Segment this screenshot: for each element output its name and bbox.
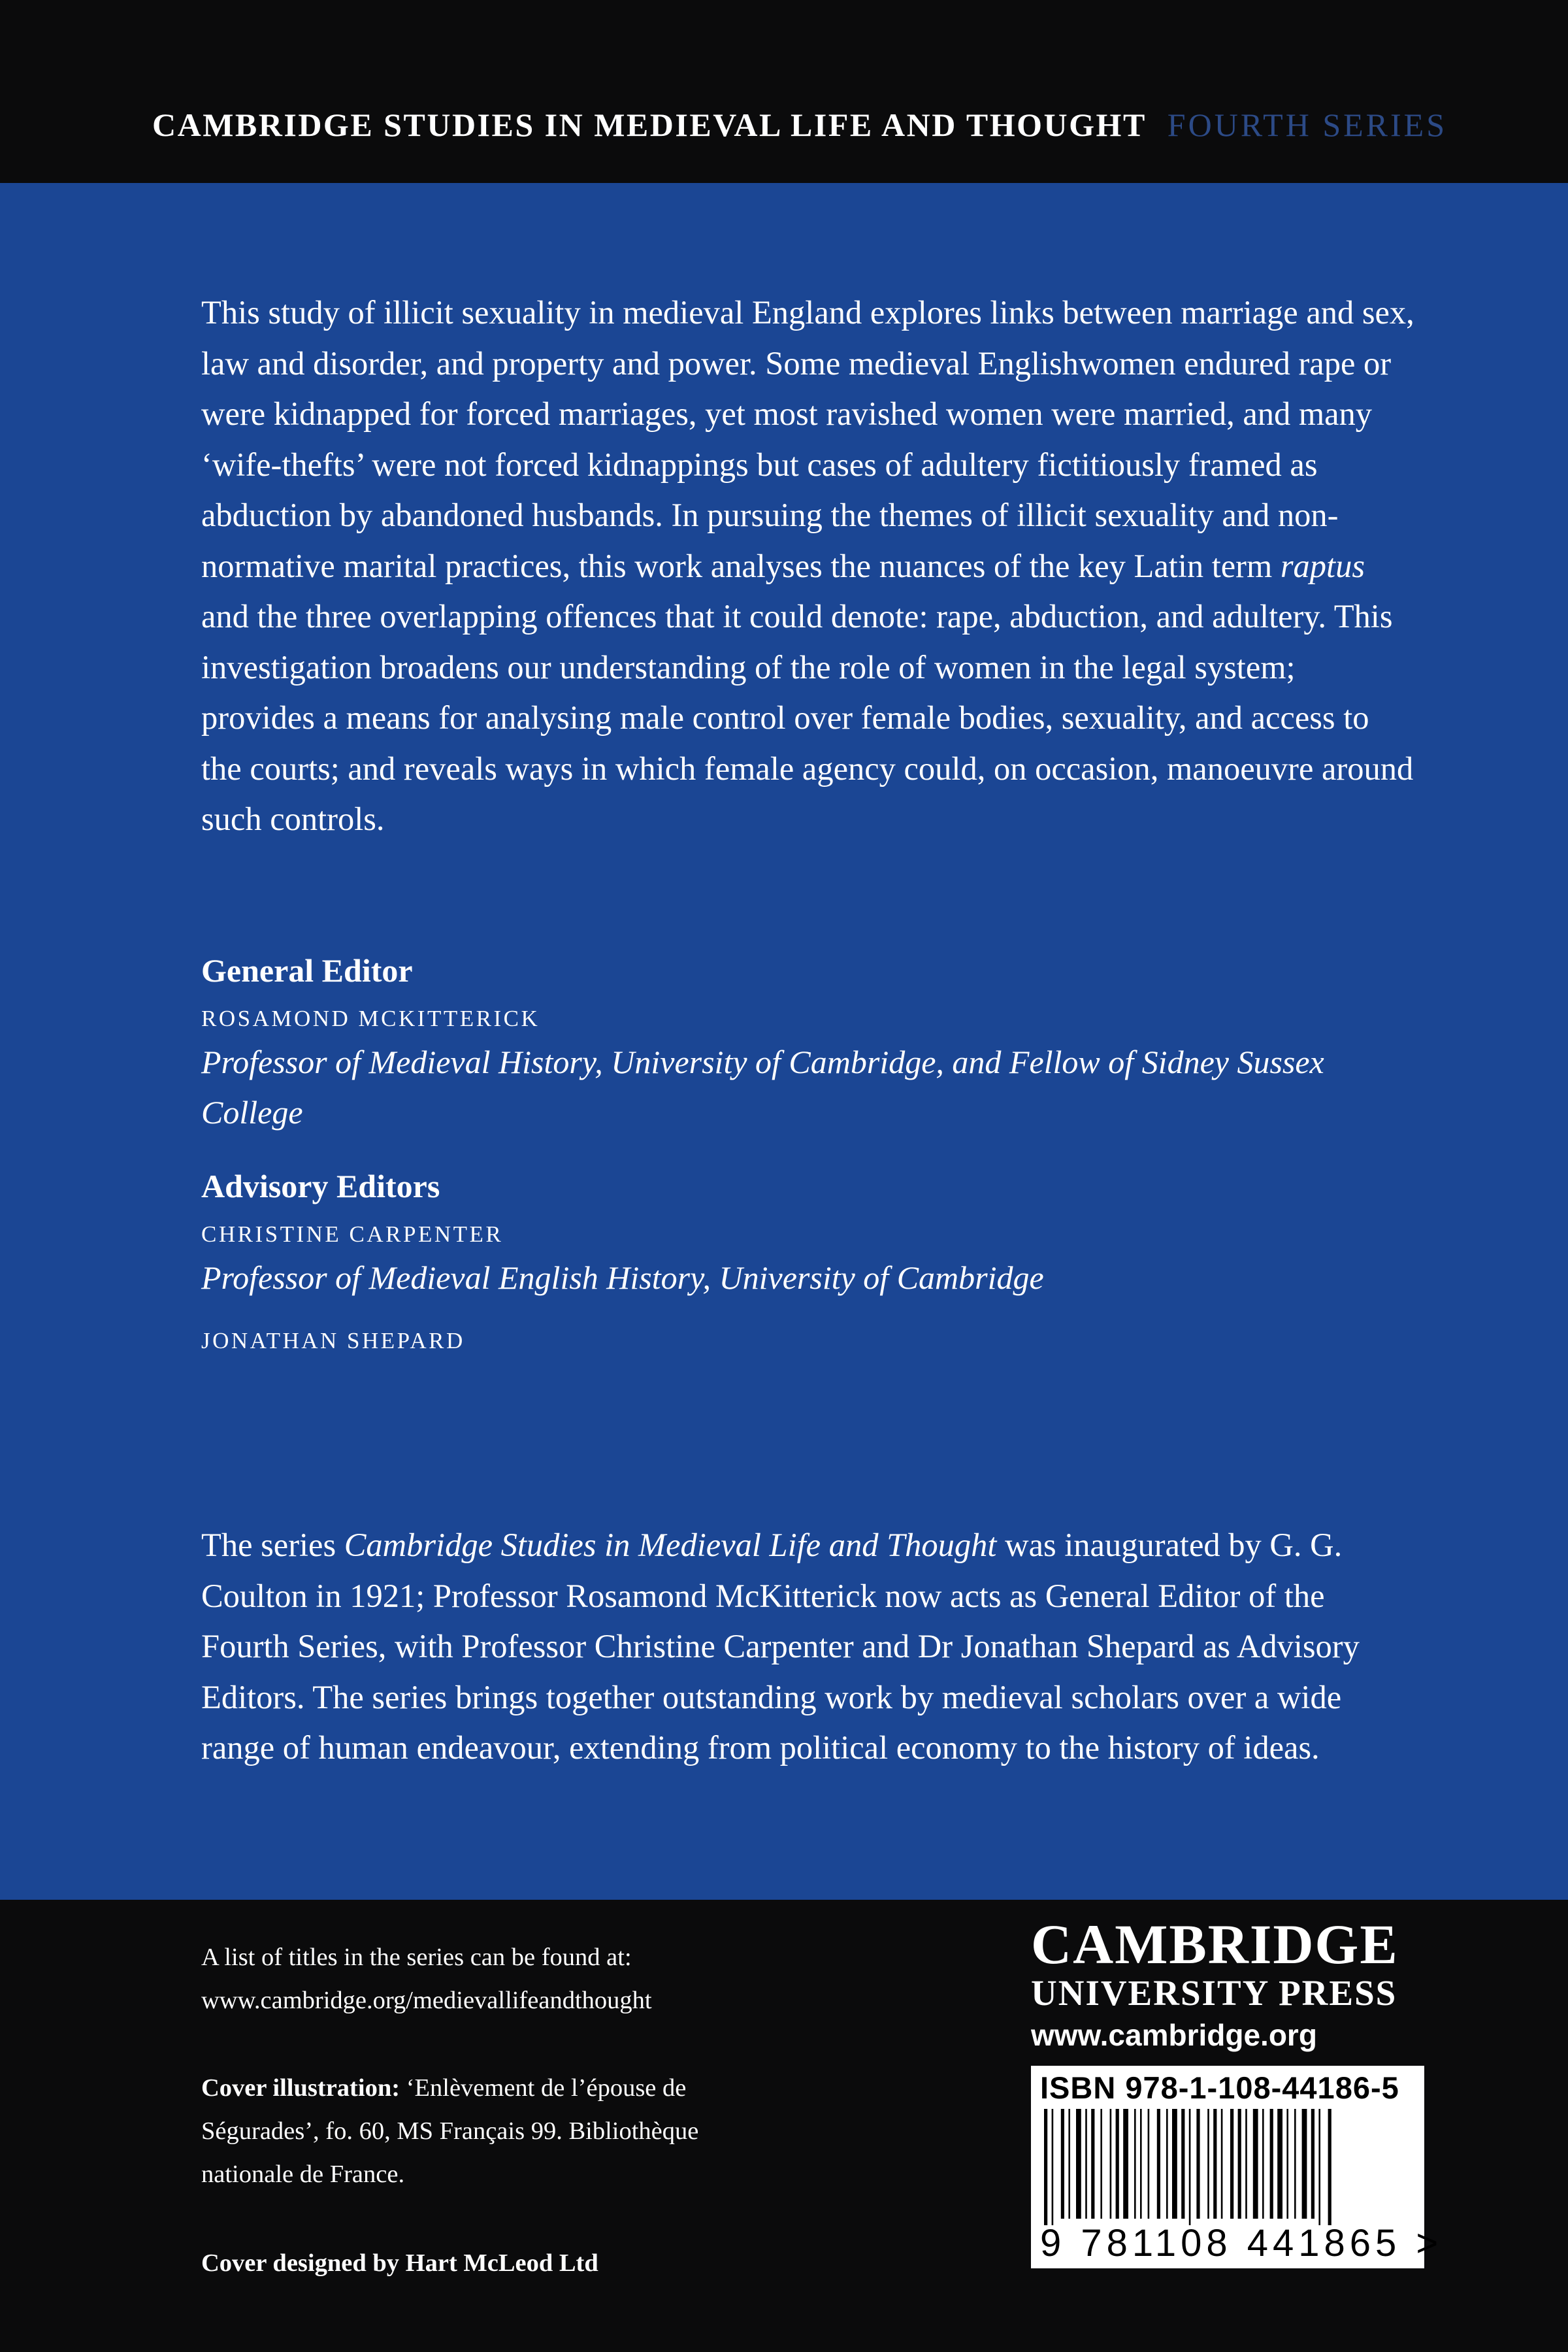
advisory-editor-1-name: CHRISTINE CARPENTER — [201, 1221, 504, 1247]
series-list-url[interactable]: www.cambridge.org/medievallifeandthought — [201, 1987, 652, 2014]
series-list-line: A list of titles in the series can be found at: — [201, 1944, 632, 1971]
publisher-logo — [1031, 1915, 1423, 2055]
barcode-bar — [1076, 2109, 1081, 2219]
general-editor-heading: General Editor — [201, 952, 413, 989]
barcode-bar — [1100, 2109, 1102, 2219]
advisory-editors-heading: Advisory Editors — [201, 1168, 440, 1204]
barcode-bar — [1068, 2109, 1070, 2219]
series-subtitle: FOURTH SERIES — [1167, 107, 1448, 143]
barcode-bars — [1040, 2109, 1415, 2225]
barcode-bar — [1044, 2109, 1047, 2225]
publisher-name: CAMBRIDGE — [1031, 1913, 1399, 1976]
general-editor-role: Professor of Medieval History, University of Cambridge, and Fellow of Sidney Sussex College — [201, 1044, 1324, 1131]
barcode-bar — [1230, 2109, 1233, 2219]
barcode-bar — [1213, 2109, 1217, 2219]
barcode-bar — [1148, 2109, 1150, 2219]
barcode-bar — [1110, 2109, 1112, 2219]
barcode-bar — [1091, 2109, 1094, 2219]
isbn-text: ISBN 978-1-108-44186-5 — [1040, 2070, 1399, 2105]
series-title-italic: Cambridge Studies in Medieval Life and Thought — [344, 1527, 997, 1563]
barcode-bar — [1134, 2109, 1136, 2219]
general-editor-name: ROSAMOND MCKITTERICK — [201, 1006, 540, 1031]
barcode-bar — [1207, 2109, 1209, 2219]
barcode-bar — [1085, 2109, 1087, 2219]
barcode-bar — [1172, 2109, 1177, 2219]
barcode-bar — [1245, 2109, 1247, 2219]
publisher-url[interactable]: www.cambridge.org — [1031, 2018, 1317, 2052]
cover-illustration-text: ‘Enlèvement de l’épouse de Ségurades’, fo. 60, MS Français 99. Bibliothèque nationale de France. — [201, 2074, 699, 2188]
barcode-bar — [1328, 2109, 1331, 2225]
book-description — [201, 288, 1416, 845]
barcode-bar — [1221, 2109, 1223, 2219]
series-title — [152, 106, 1447, 144]
barcode-bar — [1302, 2109, 1307, 2219]
barcode-bar — [1238, 2109, 1241, 2219]
advisory-editor-1-role: Professor of Medieval English History, University of Cambridge — [201, 1259, 1044, 1296]
barcode-bar — [1140, 2109, 1142, 2219]
barcode-bar — [1253, 2109, 1258, 2219]
editors-section — [201, 951, 1416, 1354]
barcode-bar — [1123, 2109, 1128, 2219]
barcode-bar — [1270, 2109, 1273, 2219]
barcode-bar — [1318, 2109, 1320, 2225]
barcode-bar — [1262, 2109, 1264, 2219]
barcode-bar — [1294, 2109, 1296, 2219]
series-description — [201, 1520, 1416, 1774]
barcode-bar — [1181, 2109, 1184, 2219]
series-text-1: The series — [201, 1527, 344, 1563]
series-title-text: CAMBRIDGE STUDIES IN MEDIEVAL LIFE AND THOUGHT — [152, 107, 1147, 143]
barcode-bar — [1286, 2109, 1288, 2219]
cover-illustration-label: Cover illustration: — [201, 2074, 400, 2102]
cover-illustration-credit — [201, 2066, 789, 2196]
series-header-bar — [0, 0, 1568, 183]
advisory-editor-2-name: JONATHAN SHEPARD — [201, 1328, 465, 1353]
series-list-info — [201, 1936, 776, 2022]
series-text-2: was inaugurated by G. G. Coulton in 1921; Professor Rosamond McKitterick now acts as General Editor of the Fourth Series, with Professor Christine Carpenter and Dr Jonathan Shepard as Advisory Editors. The series brings together outstanding work by medieval scholars over a wide range of human endeavour, extending from political economy to the history of ideas. — [201, 1527, 1360, 1766]
barcode-bar — [1052, 2109, 1054, 2225]
barcode-bar — [1061, 2109, 1064, 2219]
barcode-bar — [1311, 2109, 1315, 2219]
isbn-barcode — [1031, 2066, 1443, 2268]
barcode-digits: 9 781108 441865 > — [1040, 2222, 1443, 2264]
barcode-bar — [1189, 2109, 1191, 2225]
description-latin-term: raptus — [1280, 547, 1365, 584]
description-text-2: and the three overlapping offences that it could denote: rape, abduction, and adultery. This investigation broadens our understanding of the role of women in the legal system; provides a means for analysing male control over female bodies, sexuality, and access to the courts; and reveals ways in which female agency could, on occasion, manoeuvre around such controls. — [201, 598, 1414, 837]
publisher-press: UNIVERSITY PRESS — [1031, 1973, 1397, 2013]
cover-designer-credit: Cover designed by Hart McLeod Ltd — [201, 2249, 598, 2277]
description-text-1: This study of illicit sexuality in medieval England explores links between marriage and sex, law and disorder, and property and power. Some medieval Englishwomen endured rape or were kidnapped for forced marriages, yet most ravished women were married, and many ‘wife-thefts’ were not forced kidnappings but cases of adultery fictitiously framed as abduction by abandoned husbands. In pursuing the themes of illicit sexuality and non-normative marital practices, this work analyses the nuances of the key Latin term — [201, 294, 1414, 584]
barcode-bar — [1277, 2109, 1282, 2219]
barcode-bar — [1196, 2109, 1200, 2219]
barcode-bar — [1116, 2109, 1119, 2219]
barcode-bar — [1166, 2109, 1168, 2219]
barcode-bar — [1157, 2109, 1160, 2219]
